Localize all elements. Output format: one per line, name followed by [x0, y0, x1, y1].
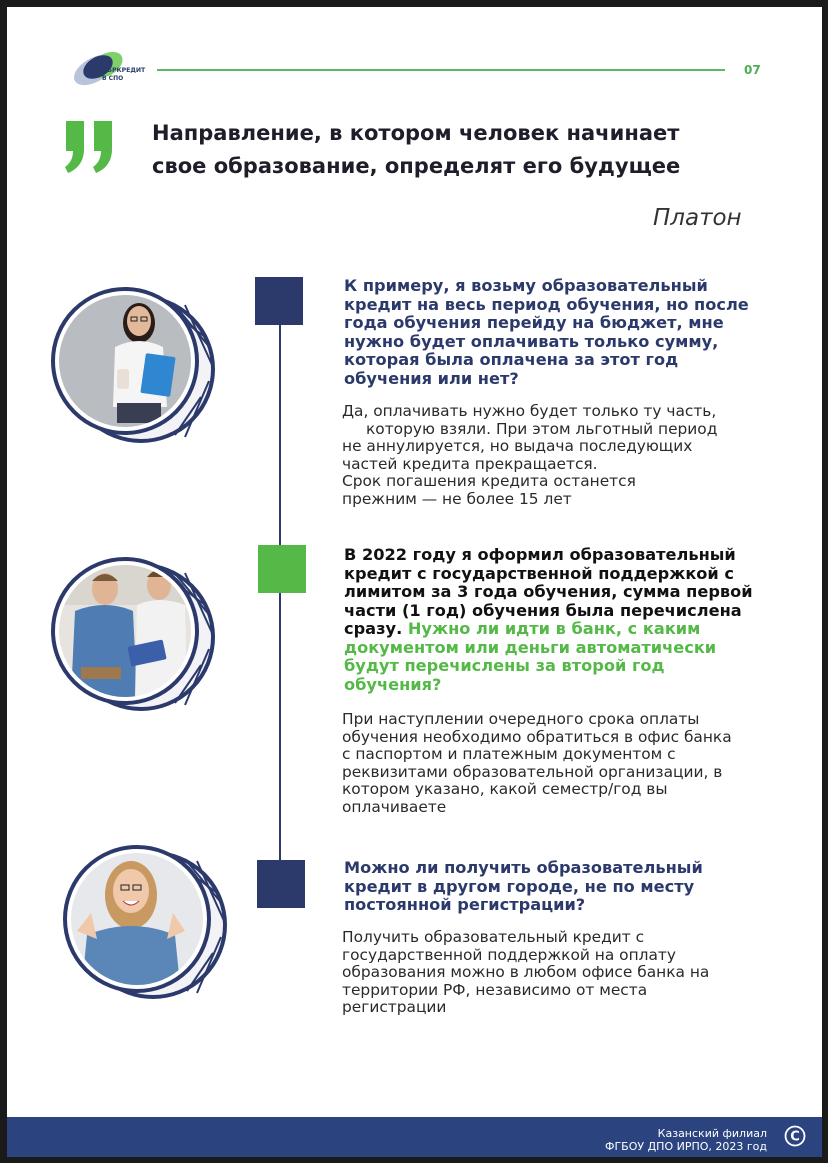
- question-line-highlight: обучения?: [344, 674, 442, 694]
- question-line: обучения или нет?: [344, 368, 519, 388]
- question-line: которая была оплачена за этот год: [344, 350, 679, 369]
- obrkredit-logo: [62, 43, 162, 93]
- question-line-highlight: будут перечислены за второй год: [344, 656, 665, 675]
- answer-2: [342, 711, 732, 817]
- answer-line: котором указано, какой семестр/год вы: [342, 780, 668, 799]
- question-line: части (1 год) обучения была перечислена: [344, 600, 742, 620]
- answer-line: Срок погашения кредита останется: [342, 472, 636, 491]
- question-line: кредит на весь период обучения, но после: [344, 294, 749, 314]
- copyright-letter: C: [790, 1129, 800, 1145]
- question-line: К примеру, я возьму образовательный: [344, 276, 708, 295]
- student-girl-photo: [45, 277, 221, 453]
- question-2: [344, 546, 753, 694]
- quote-line: свое образование, определят его будущее: [152, 154, 681, 178]
- timeline-marker: [255, 277, 303, 325]
- answer-line: реквизитами образовательной организации, в: [342, 762, 723, 781]
- question-line: года обучения перейду на бюджет, мне: [344, 313, 724, 332]
- answer-line: оплачиваете: [342, 797, 447, 816]
- logo-text-2: В СПО: [102, 75, 124, 82]
- footer-line: Казанский филиал: [657, 1127, 767, 1140]
- question-fragment: сразу.: [344, 619, 408, 638]
- quote-line: Направление, в котором человек начинает: [152, 121, 680, 145]
- answer-1: [342, 403, 717, 509]
- timeline-marker: [258, 545, 306, 593]
- quote-text: [152, 117, 772, 183]
- question-line-highlight: документом или деньги автоматически: [344, 637, 717, 657]
- smiling-woman-photo: [57, 835, 233, 1011]
- header-divider: [157, 69, 725, 71]
- timeline-marker: [257, 860, 305, 908]
- page: [7, 7, 822, 1157]
- answer-line: не аннулируется, но выдача последующих: [342, 437, 693, 456]
- question-3: [344, 859, 703, 915]
- footer-text: [605, 1127, 767, 1153]
- answer-line: Да, оплачивать нужно будет только ту часть,: [342, 402, 717, 420]
- answer-line: с паспортом и платежным документом с: [342, 745, 676, 764]
- answer-line: прежним — не более 15 лет: [342, 489, 572, 508]
- answer-line: территории РФ, независимо от места: [342, 980, 648, 999]
- question-line: кредит с государственной поддержкой с: [344, 563, 735, 583]
- footer-line: ФГБОУ ДПО ИРПО, 2023 год: [605, 1140, 767, 1153]
- page-number: 07: [744, 63, 761, 77]
- question-line: Можно ли получить образовательный: [344, 858, 703, 877]
- answer-line: государственной поддержкой на оплату: [342, 945, 676, 964]
- two-men-photo: [45, 547, 221, 723]
- copyright-icon: [784, 1125, 806, 1147]
- question-line: постоянной регистрации?: [344, 895, 586, 914]
- logo-text-1: ОБРКРЕДИТ: [102, 67, 146, 74]
- question-line: нужно будет оплачивать только сумму,: [344, 331, 719, 351]
- answer-line: регистрации: [342, 998, 447, 1017]
- quote-icon: [62, 117, 118, 177]
- question-line-mixed: [344, 620, 753, 639]
- question-line: В 2022 году я оформил образовательный: [344, 545, 736, 564]
- answer-line: обучения необходимо обратиться в офис банка: [342, 727, 732, 746]
- question-fragment-highlight: Нужно ли идти в банк, с каким: [407, 619, 701, 638]
- answer-line: образования можно в любом офисе банка на: [342, 963, 710, 982]
- answer-3: [342, 929, 709, 1017]
- answer-line: которую взяли. При этом льготный период: [366, 419, 718, 438]
- answer-line: частей кредита прекращается.: [342, 454, 598, 473]
- question-line: кредит в другом городе, не по месту: [344, 876, 695, 896]
- answer-line: Получить образовательный кредит с: [342, 928, 645, 946]
- quote-author: Платон: [653, 205, 742, 231]
- question-line: лимитом за 3 года обучения, сумма первой: [344, 582, 753, 601]
- footer-bar: [7, 1117, 822, 1157]
- answer-line: При наступлении очередного срока оплаты: [342, 710, 700, 728]
- question-1: [344, 277, 749, 388]
